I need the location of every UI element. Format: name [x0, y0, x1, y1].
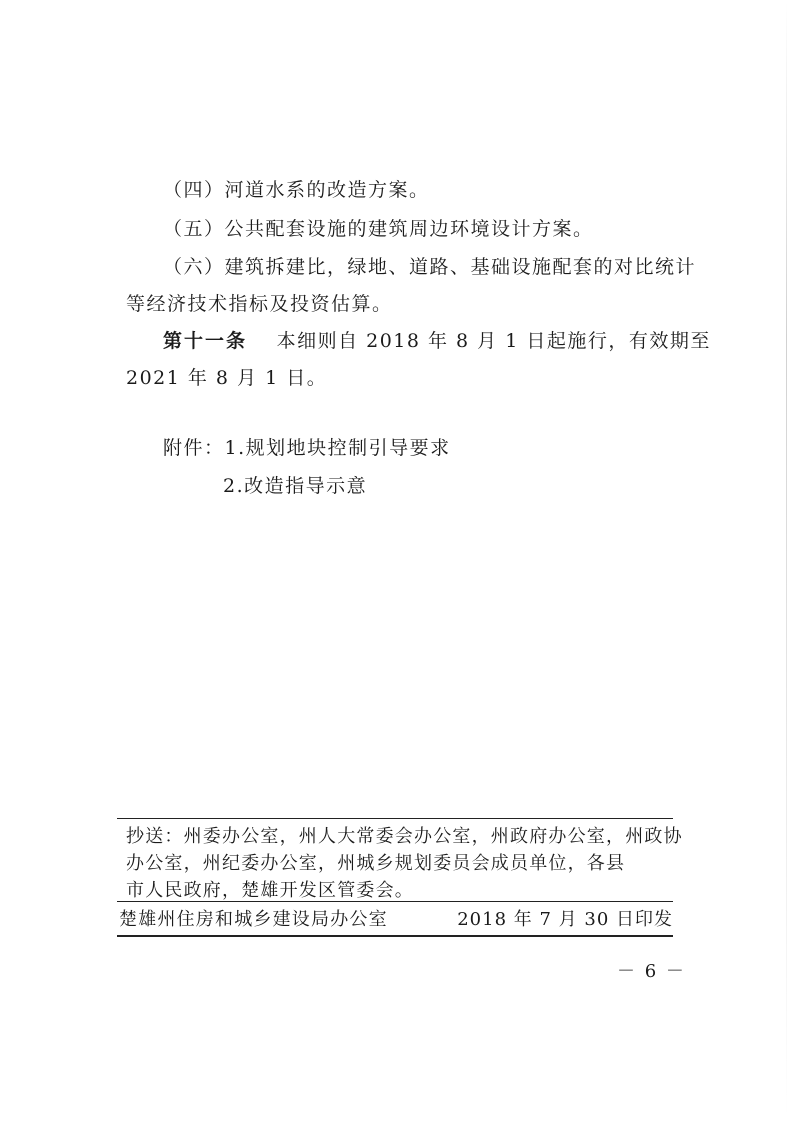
scan-edge-shadow: [786, 0, 787, 1121]
article-11-line1: [163, 329, 711, 353]
article-11-text: 本细则自 2018 年 8 月 1 日起施行，有效期至: [276, 330, 711, 352]
article-11-line2: 2021 年 8 月 1 日。: [126, 367, 328, 389]
attachments-line1: [163, 436, 451, 460]
item-4-text: （四）河道水系的改造方案。: [163, 179, 430, 201]
page-number: － 6 －: [617, 961, 686, 982]
cc-bottom-rule: [117, 901, 673, 902]
attachment-item-1: 1.规划地块控制引导要求: [224, 437, 451, 459]
cc-top-rule: [117, 818, 673, 819]
cc-line-2: 办公室，州纪委办公室，州城乡规划委员会成员单位，各县: [126, 853, 626, 874]
item-5-text: （五）公共配套设施的建筑周边环境设计方案。: [163, 218, 594, 240]
cc-line-1: 抄送：州委办公室，州人大常委会办公室，州政府办公室，州政协: [126, 826, 683, 847]
item-6-text-line1: （六）建筑拆建比，绿地、道路、基础设施配套的对比统计: [163, 256, 697, 278]
item-6-text-line2: 等经济技术指标及投资估算。: [126, 293, 393, 315]
issue-date: 2018 年 7 月 30 日印发: [457, 909, 673, 930]
article-11-heading: 第十一条: [163, 330, 248, 352]
attachments-label: 附件：: [163, 437, 225, 459]
issuing-office: 楚雄州住房和城乡建设局办公室: [119, 909, 388, 930]
footer-bottom-rule: [117, 935, 673, 937]
attachment-item-2: 2.改造指导示意: [223, 475, 368, 497]
cc-line-3: 市人民政府，楚雄开发区管委会。: [126, 880, 414, 901]
